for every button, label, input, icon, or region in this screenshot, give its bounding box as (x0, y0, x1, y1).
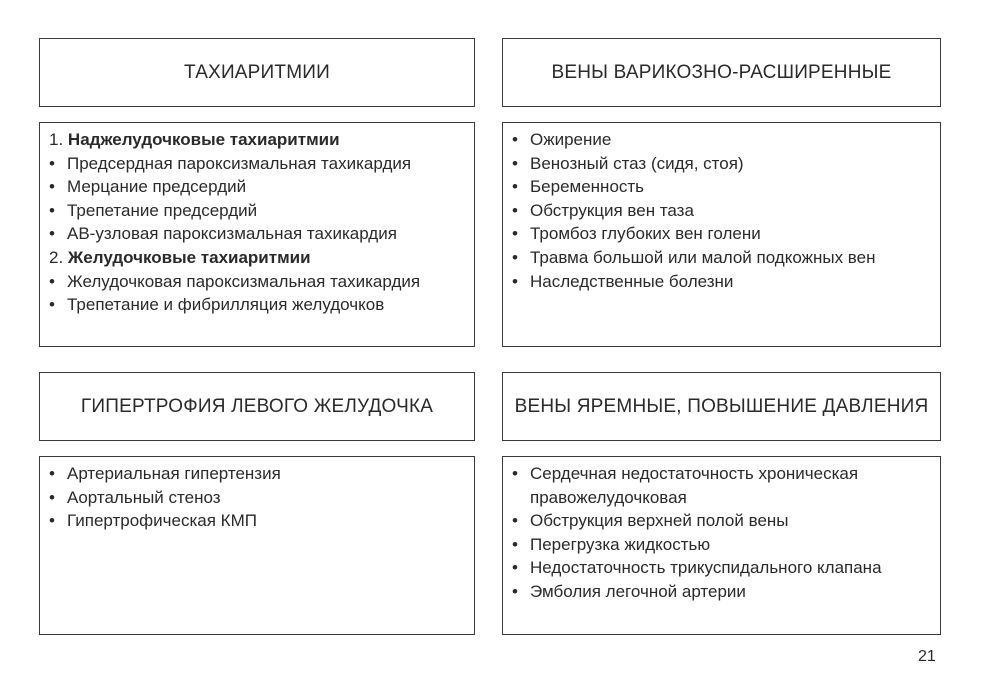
bullet-icon: • (512, 200, 518, 220)
list-item: • Венозный стаз (сидя, стоя) (512, 152, 930, 176)
jugular-veins-content-box (502, 456, 941, 635)
varicose-veins-content-box (502, 122, 941, 347)
list-item: • Недостаточность трикуспидального клапана (512, 556, 930, 580)
list-item: • Мерцание предсердий (49, 175, 464, 199)
page-number: 21 (918, 648, 936, 665)
list-item: • Ожирение (512, 128, 930, 152)
bullet-icon: • (49, 224, 55, 244)
tachyarrhythmia-content-box (39, 122, 475, 347)
section-heading-ventricular: 2. Желудочковые тахиаритмии (49, 247, 311, 267)
lv-hypertrophy-title-box (39, 372, 475, 441)
list-item: • Обструкция вен таза (512, 199, 930, 223)
list-item: • АВ-узловая пароксизмальная тахикардия (49, 222, 464, 246)
list-item: • Обструкция верхней полой вены (512, 509, 930, 533)
list-item: • Желудочковая пароксизмальная тахикардия (49, 270, 464, 294)
list-item: • Травма большой или малой подкожных вен (512, 246, 930, 270)
bullet-icon: • (512, 224, 518, 244)
varicose-veins-title-box (502, 38, 941, 107)
bullet-icon: • (49, 177, 55, 197)
bullet-icon: • (512, 130, 518, 149)
bullet-icon: • (49, 271, 55, 291)
list-item-continuation: правожелудочковая (530, 487, 687, 507)
lv-hypertrophy-content-box (39, 456, 475, 635)
bullet-icon: • (512, 271, 518, 291)
varicose-veins-title: ВЕНЫ ВАРИКОЗНО-РАСШИРЕННЫЕ (551, 61, 892, 83)
list-item: • Перегрузка жидкостью (512, 533, 930, 557)
list-item: • Аортальный стеноз (49, 486, 464, 510)
bullet-icon: • (512, 464, 518, 483)
list-item: • Эмболия легочной артерии (512, 580, 930, 604)
bullet-icon: • (49, 153, 55, 173)
bullet-icon: • (49, 200, 55, 220)
bullet-icon: • (49, 295, 55, 315)
section-heading-supraventricular: 1. Наджелудочковые тахиаритмии (49, 130, 340, 149)
bullet-icon: • (49, 511, 55, 531)
bullet-icon: • (512, 581, 518, 601)
list-item: • Гипертрофическая КМП (49, 509, 464, 533)
bullet-icon: • (49, 464, 55, 483)
list-item: • Предсердная пароксизмальная тахикардия (49, 152, 464, 176)
jugular-veins-title: ВЕНЫ ЯРЕМНЫЕ, ПОВЫШЕНИЕ ДАВЛЕНИЯ (514, 395, 929, 417)
bullet-icon: • (512, 558, 518, 578)
tachyarrhythmia-title-box (39, 38, 475, 107)
bullet-icon: • (512, 511, 518, 531)
list-item: • Сердечная недостаточность хроническая (512, 462, 930, 486)
list-item: • Беременность (512, 175, 930, 199)
tachyarrhythmia-title: ТАХИАРИТМИИ (184, 61, 330, 83)
bullet-icon: • (512, 177, 518, 197)
bullet-icon: • (512, 247, 518, 267)
bullet-icon: • (49, 487, 55, 507)
list-item: • Трепетание и фибрилляция желудочков (49, 293, 464, 317)
lv-hypertrophy-title: ГИПЕРТРОФИЯ ЛЕВОГО ЖЕЛУДОЧКА (80, 395, 434, 417)
list-item: • Трепетание предсердий (49, 199, 464, 223)
jugular-veins-title-box (502, 372, 941, 441)
list-item: • Артериальная гипертензия (49, 462, 464, 486)
bullet-icon: • (512, 534, 518, 554)
list-item: • Тромбоз глубоких вен голени (512, 222, 930, 246)
bullet-icon: • (512, 153, 518, 173)
list-item: • Наследственные болезни (512, 270, 930, 294)
